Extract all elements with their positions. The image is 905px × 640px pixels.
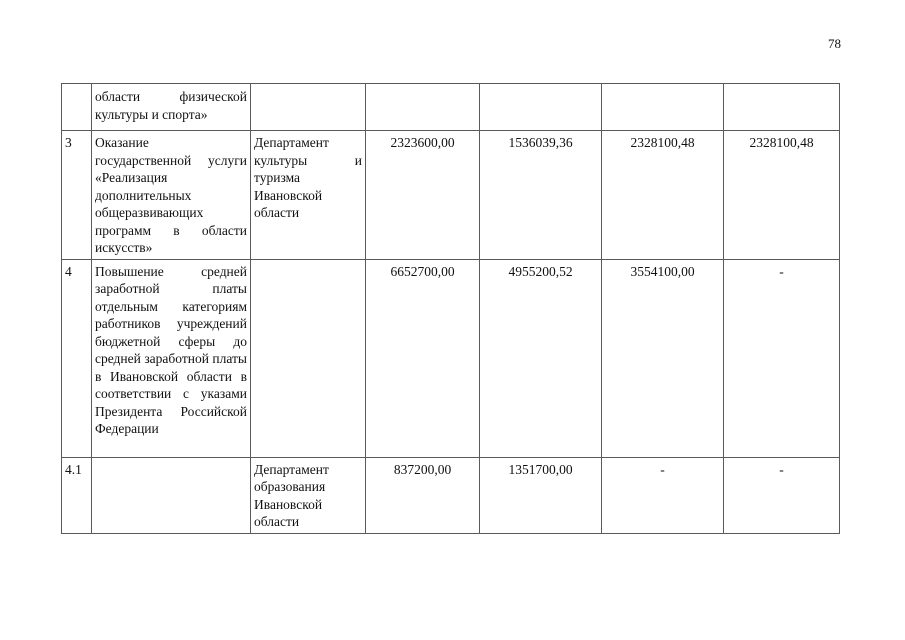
value-cell-4 <box>724 84 840 131</box>
department-cell <box>251 84 366 131</box>
value-cell-3: - <box>602 457 724 533</box>
department-cell: Департамент культуры и туризма Ивановской области <box>251 131 366 260</box>
table-row <box>62 457 840 533</box>
department-cell: Департамент образования Ивановской области <box>251 457 366 533</box>
value-cell-4: - <box>724 457 840 533</box>
department-cell <box>251 259 366 457</box>
table-row <box>62 131 840 260</box>
value-cell-1 <box>366 84 480 131</box>
value-cell-1: 837200,00 <box>366 457 480 533</box>
measure-name-cell: Оказание государственной услуги «Реализация дополнительных общеразвивающих программ в области искусств» <box>92 131 251 260</box>
value-cell-3: 2328100,48 <box>602 131 724 260</box>
budget-table <box>61 83 840 534</box>
value-cell-1: 2323600,00 <box>366 131 480 260</box>
row-number-cell: 4.1 <box>62 457 92 533</box>
row-number-cell: 4 <box>62 259 92 457</box>
measure-name-cell: области физической культуры и спорта» <box>92 84 251 131</box>
table-row <box>62 259 840 457</box>
measure-name-cell: Повышение средней заработной платы отдельным категориям работников учреждений бюджетной сферы до средней заработной платы в Ивановской области в соответствии с указами Президента Российской Федерации <box>92 259 251 457</box>
value-cell-2: 4955200,52 <box>480 259 602 457</box>
table-row <box>62 84 840 131</box>
value-cell-4: 2328100,48 <box>724 131 840 260</box>
value-cell-2 <box>480 84 602 131</box>
value-cell-4: - <box>724 259 840 457</box>
row-number-cell <box>62 84 92 131</box>
page-number: 78 <box>828 36 841 51</box>
measure-name-cell <box>92 457 251 533</box>
value-cell-2: 1351700,00 <box>480 457 602 533</box>
value-cell-3: 3554100,00 <box>602 259 724 457</box>
row-number-cell: 3 <box>62 131 92 260</box>
value-cell-3 <box>602 84 724 131</box>
value-cell-2: 1536039,36 <box>480 131 602 260</box>
value-cell-1: 6652700,00 <box>366 259 480 457</box>
